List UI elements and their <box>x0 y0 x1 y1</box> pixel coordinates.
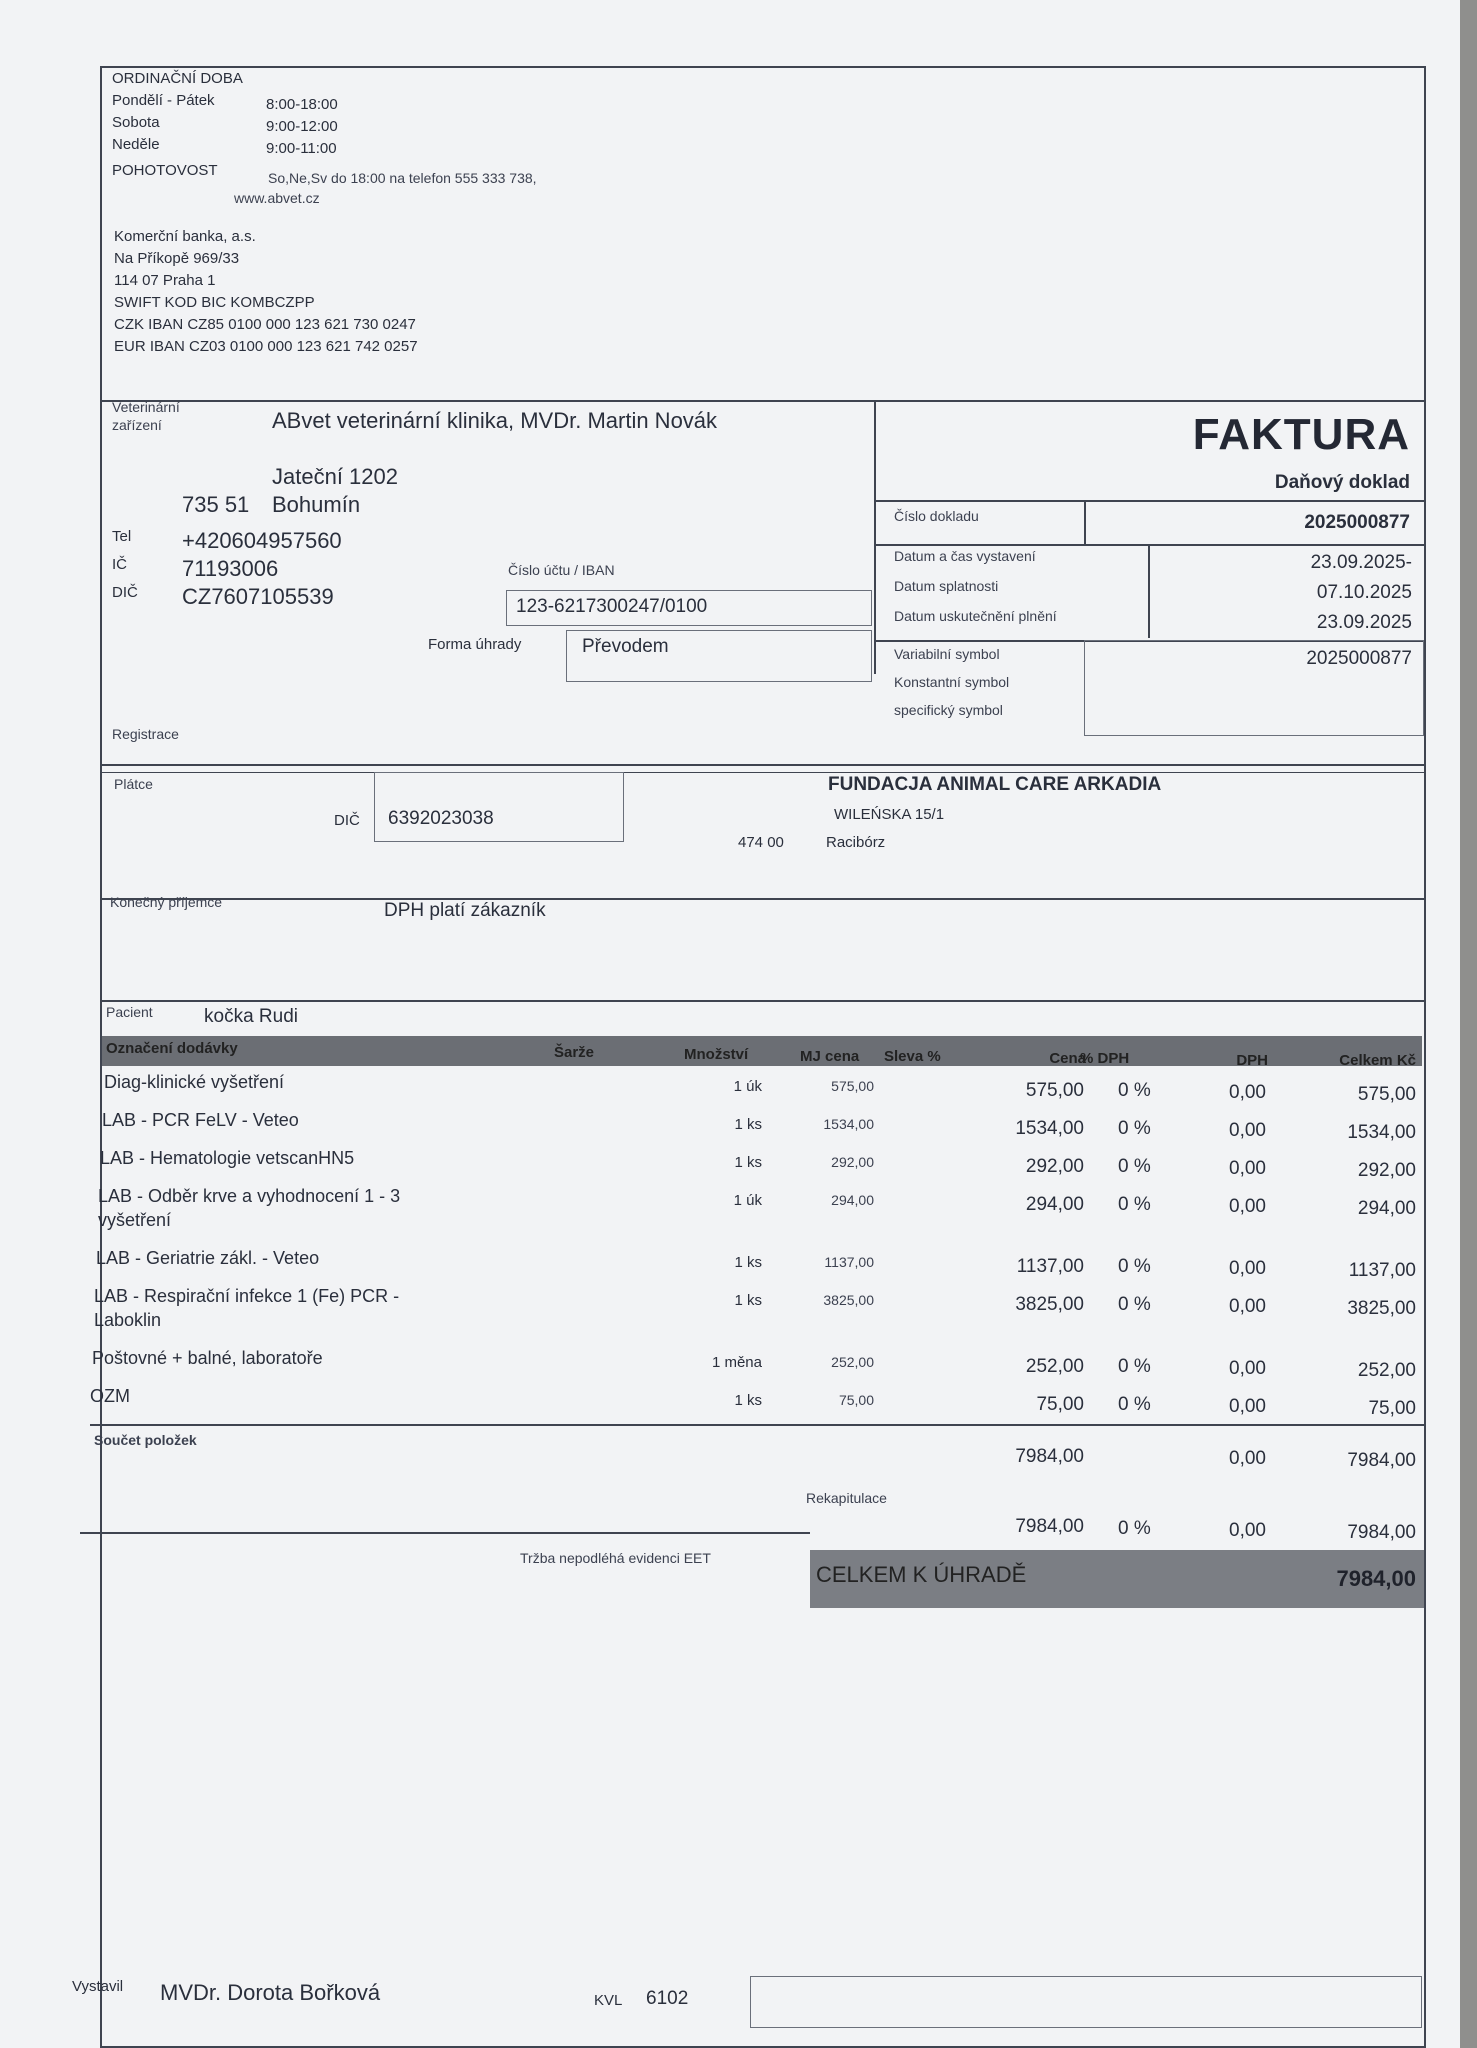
item-price: 575,00 <box>1025 1080 1084 1101</box>
item-vat: 0,00 <box>1229 1258 1266 1279</box>
grand-total: 7984,00 <box>1336 1566 1416 1591</box>
item-vat-pct: 0 % <box>1118 1156 1151 1177</box>
clinic-website[interactable]: www.abvet.cz <box>234 190 320 206</box>
sum-total: 7984,00 <box>1347 1450 1416 1471</box>
item-qty: 1 ks <box>734 1254 762 1271</box>
patient-label: Pacient <box>106 1004 153 1020</box>
item-vat-pct: 0 % <box>1118 1256 1151 1277</box>
header-unit-price: MJ cena <box>800 1048 860 1065</box>
due-date: 07.10.2025 <box>1316 582 1412 603</box>
eet-text: Tržba nepodléhá evidenci EET <box>520 1550 711 1566</box>
payment-method: Převodem <box>582 636 669 657</box>
item-total: 1534,00 <box>1347 1122 1416 1143</box>
supplier-dic: CZ7607105539 <box>182 584 334 609</box>
bank-line: EUR IBAN CZ03 0100 000 123 621 742 0257 <box>114 338 418 355</box>
header-batch: Šarže <box>554 1044 595 1061</box>
hours-time: 8:00-18:00 <box>266 96 338 113</box>
item-price: 75,00 <box>1036 1394 1084 1415</box>
item-vat: 0,00 <box>1229 1158 1266 1179</box>
account-label: Číslo účtu / IBAN <box>508 562 615 578</box>
item-qty: 1 měna <box>711 1354 762 1371</box>
constant-symbol-label: Konstantní symbol <box>894 674 1010 690</box>
patient-value: kočka Rudi <box>204 1006 298 1027</box>
bank-line: Na Příkopě 969/33 <box>114 250 240 267</box>
item-qty: 1 úk <box>733 1192 762 1209</box>
item-vat-pct: 0 % <box>1118 1294 1151 1315</box>
supplier-name: ABvet veterinární klinika, MVDr. Martin Novák <box>272 408 718 433</box>
item-name: LAB - Geriatrie zákl. - Veteo <box>96 1248 320 1268</box>
doc-dates-divider <box>1148 546 1150 638</box>
item-unit-price: 252,00 <box>831 1354 874 1370</box>
item-name: LAB - Odběr krve a vyhodnocení 1 - 3 <box>98 1186 401 1206</box>
item-name: Laboklin <box>94 1310 162 1330</box>
payer-city: Racibórz <box>826 834 886 851</box>
item-unit-price: 575,00 <box>831 1078 874 1094</box>
item-total: 1137,00 <box>1348 1260 1416 1281</box>
supplier-dic-label: DIČ <box>112 584 138 601</box>
emergency-text: So,Ne,Sv do 18:00 na telefon 555 333 738, <box>268 170 537 186</box>
item-name: OZM <box>90 1386 130 1406</box>
header-item: Označení dodávky <box>106 1040 238 1057</box>
item-name: Diag-klinické vyšetření <box>104 1072 285 1092</box>
emergency-label: POHOTOVOST <box>112 162 218 179</box>
supplier-ic-label: IČ <box>112 556 127 573</box>
sum-price: 7984,00 <box>1015 1446 1084 1467</box>
variable-symbol: 2025000877 <box>1306 648 1412 669</box>
item-vat: 0,00 <box>1229 1196 1266 1217</box>
header-price: Cena <box>1049 1050 1086 1067</box>
supplier-street: Jateční 1202 <box>272 464 398 489</box>
hours-day: Neděle <box>112 136 160 153</box>
item-qty: 1 ks <box>734 1116 762 1133</box>
document-subtitle: Daňový doklad <box>1274 472 1410 493</box>
item-price: 1534,00 <box>1015 1118 1084 1139</box>
variable-symbol-label: Variabilní symbol <box>894 646 1000 662</box>
kvl-value: 6102 <box>646 1988 689 2009</box>
item-qty: 1 úk <box>733 1078 762 1095</box>
item-name: LAB - Hematologie vetscanHN5 <box>100 1148 355 1168</box>
item-price: 294,00 <box>1025 1194 1084 1215</box>
divider-recipient <box>102 898 1424 900</box>
issued-by-label: Vystavil <box>72 1978 124 1995</box>
supplier-label: Veterinární zařízení <box>112 399 180 433</box>
item-vat: 0,00 <box>1229 1082 1266 1103</box>
document-number: 2025000877 <box>1304 512 1410 533</box>
item-price: 292,00 <box>1025 1156 1084 1177</box>
sum-label: Součet položek <box>94 1432 197 1448</box>
header-total: Celkem Kč <box>1339 1052 1416 1069</box>
header-vat: DPH <box>1236 1052 1268 1069</box>
item-unit-price: 1137,00 <box>824 1254 874 1270</box>
divider-patient <box>100 1000 1424 1002</box>
recap-vat: 0,00 <box>1229 1520 1266 1541</box>
recipient-text: DPH platí zákazník <box>384 900 546 921</box>
divider-eet <box>80 1532 810 1534</box>
recap-price: 7984,00 <box>1015 1516 1084 1537</box>
signature-box <box>750 1976 1422 2028</box>
supplier-ic: 71193006 <box>182 556 279 581</box>
document-number-label: Číslo dokladu <box>894 508 979 524</box>
doc-number-line <box>876 500 1424 502</box>
recipient-label: Konečný příjemce <box>110 894 223 910</box>
sum-vat: 0,00 <box>1229 1448 1266 1469</box>
hours-time: 9:00-12:00 <box>266 118 338 135</box>
hours-day: Pondělí - Pátek <box>112 92 215 109</box>
item-total: 575,00 <box>1357 1084 1416 1105</box>
supplier-tel-label: Tel <box>112 528 132 545</box>
specific-symbol-label: specifický symbol <box>894 702 1003 718</box>
document-title: FAKTURA <box>1192 410 1410 459</box>
item-name: vyšetření <box>98 1210 172 1230</box>
issued-date: 23.09.2025- <box>1310 552 1412 573</box>
payer-name: FUNDACJA ANIMAL CARE ARKADIA <box>828 774 1162 795</box>
bank-line: CZK IBAN CZ85 0100 000 123 621 730 0247 <box>114 316 416 333</box>
taxable-date: 23.09.2025 <box>1316 612 1412 633</box>
recap-total: 7984,00 <box>1347 1522 1416 1543</box>
supplier-tel: +420604957560 <box>182 528 342 553</box>
payer-zip: 474 00 <box>738 834 784 851</box>
item-price: 3825,00 <box>1015 1294 1084 1315</box>
registration-label: Registrace <box>112 726 179 742</box>
divider-doc-vertical <box>874 402 876 674</box>
item-vat-pct: 0 % <box>1118 1080 1151 1101</box>
item-total: 294,00 <box>1357 1198 1416 1219</box>
payer-dic-box <box>374 772 624 842</box>
divider-payer-2 <box>102 772 1424 773</box>
item-name: Poštovné + balné, laboratoře <box>92 1348 323 1368</box>
bank-line: SWIFT KOD BIC KOMBCZPP <box>114 294 315 311</box>
payer-label: Plátce <box>114 776 153 792</box>
item-vat: 0,00 <box>1229 1396 1266 1417</box>
supplier-city: Bohumín <box>272 492 361 517</box>
item-vat-pct: 0 % <box>1118 1394 1151 1415</box>
issued-label: Datum a čas vystavení <box>894 548 1036 564</box>
taxable-label: Datum uskutečnění plnění <box>894 608 1057 624</box>
hours-day: Sobota <box>112 114 160 131</box>
kvl-label: KVL <box>594 1992 623 2009</box>
item-name: LAB - Respirační infekce 1 (Fe) PCR - <box>94 1286 400 1306</box>
recap-pct: 0 % <box>1118 1518 1151 1539</box>
item-vat-pct: 0 % <box>1118 1194 1151 1215</box>
item-unit-price: 294,00 <box>831 1192 874 1208</box>
item-total: 3825,00 <box>1347 1298 1416 1319</box>
item-vat: 0,00 <box>1229 1296 1266 1317</box>
hours-title: ORDINAČNÍ DOBA <box>112 70 243 87</box>
item-unit-price: 3825,00 <box>823 1292 874 1308</box>
payer-street: WILEŃSKA 15/1 <box>834 806 945 823</box>
item-unit-price: 1534,00 <box>823 1116 874 1132</box>
item-name: LAB - PCR FeLV - Veteo <box>102 1110 299 1130</box>
hours-time: 9:00-11:00 <box>266 140 337 157</box>
payer-dic: 6392023038 <box>388 808 494 829</box>
item-total: 252,00 <box>1357 1360 1416 1381</box>
supplier-zip: 735 51 <box>182 492 250 517</box>
item-qty: 1 ks <box>734 1392 762 1409</box>
header-vat-pct: % DPH <box>1080 1050 1130 1067</box>
item-unit-price: 292,00 <box>831 1154 874 1170</box>
item-qty: 1 ks <box>734 1292 762 1309</box>
recap-label: Rekapitulace <box>806 1490 887 1506</box>
divider-top <box>102 400 1424 402</box>
account-number: 123-6217300247/0100 <box>516 596 708 617</box>
issued-by: MVDr. Dorota Bořková <box>160 1980 381 2005</box>
item-vat-pct: 0 % <box>1118 1118 1151 1139</box>
divider-sum <box>90 1424 1424 1426</box>
item-vat: 0,00 <box>1229 1120 1266 1141</box>
item-total: 292,00 <box>1357 1160 1416 1181</box>
header-discount: Sleva % <box>884 1048 941 1065</box>
payment-label: Forma úhrady <box>428 636 522 653</box>
grand-total-label: CELKEM K ÚHRADĚ <box>816 1562 1027 1587</box>
item-total: 75,00 <box>1368 1398 1416 1419</box>
doc-dates-line <box>876 544 1424 546</box>
bank-line: Komerční banka, a.s. <box>114 228 256 245</box>
due-label: Datum splatnosti <box>894 578 999 594</box>
bank-line: 114 07 Praha 1 <box>114 272 216 289</box>
item-vat: 0,00 <box>1229 1358 1266 1379</box>
item-qty: 1 ks <box>734 1154 762 1171</box>
item-price: 252,00 <box>1025 1356 1084 1377</box>
divider-payer <box>102 764 1424 766</box>
item-unit-price: 75,00 <box>838 1392 874 1408</box>
payer-dic-label: DIČ <box>334 812 360 829</box>
item-price: 1137,00 <box>1016 1256 1084 1277</box>
doc-number-divider <box>1084 502 1086 544</box>
item-vat-pct: 0 % <box>1118 1356 1151 1377</box>
header-qty: Množství <box>684 1046 749 1063</box>
